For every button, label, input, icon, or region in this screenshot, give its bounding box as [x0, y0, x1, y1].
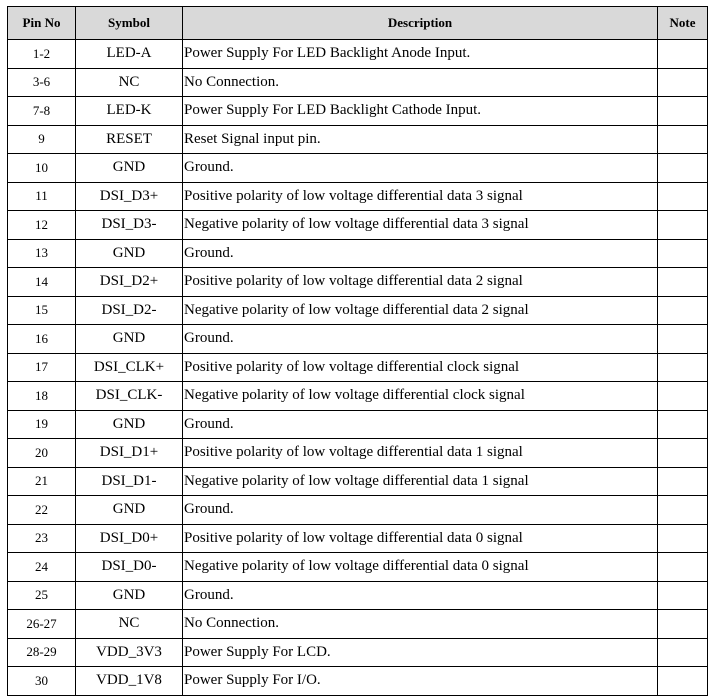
description-cell: No Connection. [183, 610, 658, 639]
header-pin-no: Pin No [8, 7, 76, 40]
description-cell: Ground. [183, 239, 658, 268]
description-cell: Power Supply For LCD. [183, 638, 658, 667]
description-cell: Positive polarity of low voltage differential data 2 signal [183, 268, 658, 297]
pin-number-cell: 11 [8, 182, 76, 211]
description-cell: Ground. [183, 154, 658, 183]
note-cell [658, 581, 708, 610]
symbol-cell: LED-K [76, 97, 183, 126]
symbol-cell: DSI_D3- [76, 211, 183, 240]
symbol-cell: GND [76, 325, 183, 354]
table-body [8, 40, 708, 696]
note-cell [658, 125, 708, 154]
symbol-cell: DSI_D2+ [76, 268, 183, 297]
pin-number-cell: 12 [8, 211, 76, 240]
symbol-cell: LED-A [76, 40, 183, 69]
table-row [8, 553, 708, 582]
description-cell: Power Supply For LED Backlight Cathode Input. [183, 97, 658, 126]
symbol-cell: DSI_D0+ [76, 524, 183, 553]
note-cell [658, 553, 708, 582]
table-row [8, 239, 708, 268]
description-cell: Ground. [183, 325, 658, 354]
symbol-cell: VDD_1V8 [76, 667, 183, 696]
table-row [8, 496, 708, 525]
symbol-cell: DSI_D1+ [76, 439, 183, 468]
pin-number-cell: 10 [8, 154, 76, 183]
symbol-cell: DSI_D1- [76, 467, 183, 496]
pin-number-cell: 7-8 [8, 97, 76, 126]
description-cell: Negative polarity of low voltage differential data 1 signal [183, 467, 658, 496]
symbol-cell: DSI_CLK+ [76, 353, 183, 382]
pin-number-cell: 14 [8, 268, 76, 297]
description-cell: Positive polarity of low voltage differential data 1 signal [183, 439, 658, 468]
header-note: Note [658, 7, 708, 40]
description-cell: Negative polarity of low voltage differential clock signal [183, 382, 658, 411]
pin-number-cell: 3-6 [8, 68, 76, 97]
symbol-cell: RESET [76, 125, 183, 154]
table-row [8, 40, 708, 69]
description-cell: Negative polarity of low voltage differential data 3 signal [183, 211, 658, 240]
description-cell: Negative polarity of low voltage differential data 2 signal [183, 296, 658, 325]
pin-number-cell: 18 [8, 382, 76, 411]
note-cell [658, 68, 708, 97]
symbol-cell: GND [76, 581, 183, 610]
note-cell [658, 524, 708, 553]
note-cell [658, 496, 708, 525]
pin-number-cell: 15 [8, 296, 76, 325]
symbol-cell: DSI_CLK- [76, 382, 183, 411]
table-row [8, 638, 708, 667]
symbol-cell: GND [76, 496, 183, 525]
table-row [8, 154, 708, 183]
description-cell: Ground. [183, 410, 658, 439]
pin-number-cell: 21 [8, 467, 76, 496]
description-cell: Ground. [183, 496, 658, 525]
symbol-cell: DSI_D3+ [76, 182, 183, 211]
table-row [8, 439, 708, 468]
table-row [8, 467, 708, 496]
pin-number-cell: 20 [8, 439, 76, 468]
note-cell [658, 268, 708, 297]
pin-assignment-table [7, 6, 708, 696]
symbol-cell: GND [76, 154, 183, 183]
pin-number-cell: 30 [8, 667, 76, 696]
pin-number-cell: 25 [8, 581, 76, 610]
table-header-row [8, 7, 708, 40]
symbol-cell: NC [76, 610, 183, 639]
note-cell [658, 97, 708, 126]
table-row [8, 97, 708, 126]
description-cell: Power Supply For I/O. [183, 667, 658, 696]
pin-number-cell: 1-2 [8, 40, 76, 69]
symbol-cell: DSI_D0- [76, 553, 183, 582]
header-description: Description [183, 7, 658, 40]
description-cell: Ground. [183, 581, 658, 610]
note-cell [658, 667, 708, 696]
note-cell [658, 353, 708, 382]
table-row [8, 296, 708, 325]
note-cell [658, 40, 708, 69]
description-cell: Positive polarity of low voltage differential clock signal [183, 353, 658, 382]
pin-number-cell: 23 [8, 524, 76, 553]
note-cell [658, 610, 708, 639]
header-symbol: Symbol [76, 7, 183, 40]
pin-number-cell: 19 [8, 410, 76, 439]
note-cell [658, 467, 708, 496]
description-cell: Reset Signal input pin. [183, 125, 658, 154]
table-row [8, 68, 708, 97]
table-row [8, 182, 708, 211]
symbol-cell: VDD_3V3 [76, 638, 183, 667]
description-cell: Power Supply For LED Backlight Anode Input. [183, 40, 658, 69]
table-row [8, 410, 708, 439]
symbol-cell: GND [76, 239, 183, 268]
note-cell [658, 211, 708, 240]
description-cell: Negative polarity of low voltage differential data 0 signal [183, 553, 658, 582]
description-cell: Positive polarity of low voltage differential data 3 signal [183, 182, 658, 211]
note-cell [658, 325, 708, 354]
symbol-cell: DSI_D2- [76, 296, 183, 325]
table-row [8, 581, 708, 610]
table-row [8, 125, 708, 154]
note-cell [658, 154, 708, 183]
table-row [8, 667, 708, 696]
table-row [8, 353, 708, 382]
note-cell [658, 182, 708, 211]
pin-number-cell: 16 [8, 325, 76, 354]
note-cell [658, 638, 708, 667]
description-cell: No Connection. [183, 68, 658, 97]
table-row [8, 610, 708, 639]
note-cell [658, 296, 708, 325]
note-cell [658, 439, 708, 468]
symbol-cell: GND [76, 410, 183, 439]
pin-number-cell: 28-29 [8, 638, 76, 667]
table-row [8, 382, 708, 411]
pin-number-cell: 22 [8, 496, 76, 525]
pin-number-cell: 17 [8, 353, 76, 382]
description-cell: Positive polarity of low voltage differential data 0 signal [183, 524, 658, 553]
pin-number-cell: 13 [8, 239, 76, 268]
note-cell [658, 410, 708, 439]
table-row [8, 524, 708, 553]
pin-number-cell: 9 [8, 125, 76, 154]
table-row [8, 211, 708, 240]
table-row [8, 268, 708, 297]
note-cell [658, 239, 708, 268]
symbol-cell: NC [76, 68, 183, 97]
note-cell [658, 382, 708, 411]
pin-number-cell: 24 [8, 553, 76, 582]
table-row [8, 325, 708, 354]
pin-number-cell: 26-27 [8, 610, 76, 639]
